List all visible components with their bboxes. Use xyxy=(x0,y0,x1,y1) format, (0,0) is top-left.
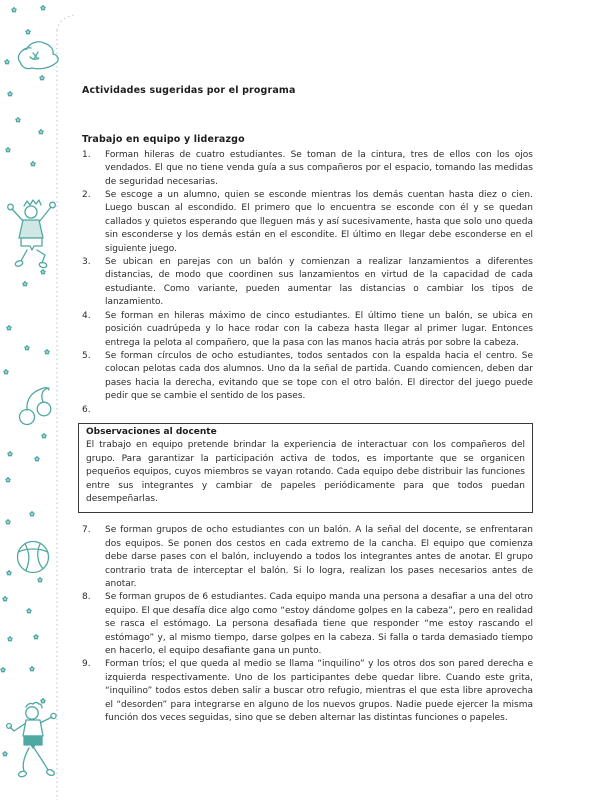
list-item xyxy=(82,310,533,350)
teacher-notes-title: Observaciones al docente xyxy=(86,426,217,437)
list-item xyxy=(82,524,533,591)
list-item xyxy=(82,149,533,189)
list-item xyxy=(82,189,533,256)
document-title: Actividades sugeridas por el programa xyxy=(82,85,296,96)
sneaker-icon xyxy=(18,42,58,69)
activity-list-1 xyxy=(82,149,533,417)
document-content xyxy=(82,84,533,725)
flower-dot-icon xyxy=(0,5,50,756)
list-item-text: Se escoge a un alumno, quien se esconde mientras los demás cuentan hasta diez o cien. Luego buscan al escondido. El primero que lo encuentra se esconde con él y se quedan callados y quietos esperando que lleguen más y así sucesivamente, hasta que solo uno queda sin esconderse y los demás están en el escondite. El último en llegar debe esconderse en el siguiente juego. xyxy=(105,190,533,254)
list-item-text: Se forman grupos de ocho estudiantes con un balón. A la señal del docente, se enfrentaran dos equipos. Se ponen dos cestos en cada extremo de la cancha. El equipo que comienza debe darse pases con el balón, incluyendo a todos los integrantes antes de anotar. El grupo contrario trata de interceptar el balón. Si lo logra, realizan los pases necesarios antes de anotar. xyxy=(105,525,533,589)
list-item xyxy=(82,350,533,404)
list-item-number: 6. xyxy=(82,404,91,415)
list-item-text: Se forman círculos de ocho estudiantes, todos sentados con la espalda hacia el centro. Se colocan pelotas cada dos alumnos. Uno da la señal de partida. Cuando comiencen, deben dar pases hacia la derecha, evitando que se tope con el otro balón. El director del juego puede pedir que se cambie el sentido de los pases. xyxy=(105,350,533,402)
list-item-number: 3. xyxy=(82,257,91,268)
list-item xyxy=(82,256,533,310)
list-item-text: Se ubican en parejas con un balón y comienzan a realizar lanzamientos a diferentes distancias, de modo que coordinen sus lanzamientos en virtud de la capacidad de cada estudiante. Como variante, pueden aumentar las distancias o cambiar los tipos de lanzamiento. xyxy=(105,257,533,308)
list-item-number: 4. xyxy=(82,310,91,321)
list-item-text: Forman tríos; el que queda al medio se llama “inquilino” y los otros dos son pared derecha e izquierda respectivamente. Uno de los participantes debe quedar libre. Cuando este grita, “inquilino” todos estos deben salir a buscar otro refugio, mientras el que esta libre aprovecha el “desorden” para integrarse en alguno de los nuevos grupos. Nadie puede ejercer la misma función dos veces seguidas, sino que se deben alternar las distintas funciones o papeles. xyxy=(105,659,533,724)
list-item-number: 2. xyxy=(82,190,91,201)
list-item-number: 9. xyxy=(82,659,91,670)
teacher-notes-box xyxy=(78,423,533,513)
cherries-icon xyxy=(20,388,51,425)
margin-dotted-divider xyxy=(57,15,76,800)
list-item xyxy=(82,591,533,658)
list-item-text: Forman hileras de cuatro estudiantes. Se toman de la cintura, tres de ellos con los ojos vendados. El que no tiene venda guía a sus compañeros por el espacio, tomando las medidas de seguridad necesarias. xyxy=(105,149,533,187)
decorative-margin xyxy=(0,0,78,800)
section-heading: Trabajo en equipo y liderazgo xyxy=(82,134,245,146)
list-item-text: Se forman grupos de 6 estudiantes. Cada equipo manda una persona a desafiar a una del otro equipo. El que desafía dice algo como “estoy dándome golpes en la cabeza”, pero en realidad se rasca el estómago. La persona desafiada tiene que responder “me estoy rascando el estómago” y, al mismo tiempo, darse golpes en la cabeza. Si falla o tarda demasiado tiempo en hacerlo, el equipo desafiante gana un punto. xyxy=(105,592,533,657)
list-item xyxy=(82,658,533,725)
teacher-notes-body: El trabajo en equipo pretende brindar la experiencia de interactuar con los compañeros del grupo. Para garantizar la participación activa de todos, es importante que se organicen pequeños equipos, cuyos miembros se vayan rotando. Cada equipo debe distribuir las funciones entre sus integrantes y cambiar de papeles periódicamente para que todos puedan desempeñarlas. xyxy=(86,440,525,504)
activity-list-2 xyxy=(82,524,533,725)
running-child-icon xyxy=(7,703,57,778)
list-item-number: 5. xyxy=(82,350,91,361)
list-item xyxy=(82,404,533,417)
list-item-number: 8. xyxy=(82,592,91,603)
list-item-number: 7. xyxy=(82,525,91,536)
list-item-number: 1. xyxy=(82,149,91,160)
jumping-child-icon xyxy=(8,200,56,268)
list-item-text: Se forman en hileras máximo de cinco estudiantes. El último tiene un balón, se ubica en posición cuadrúpeda y lo hace rodar con la cabeza hasta llegar al primer lugar. Entonces entrega la pelota al compañero, que la pasa con las manos hacia atrás por sobre la cabeza. xyxy=(105,310,533,348)
basketball-icon xyxy=(18,542,49,573)
